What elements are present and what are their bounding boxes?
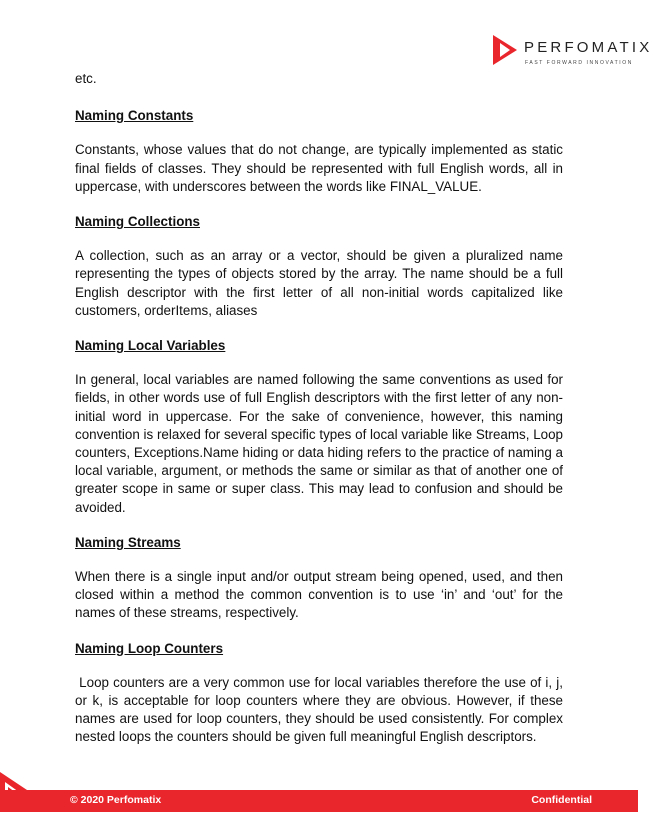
footer-confidential-label: Confidential: [531, 794, 592, 806]
section-body-naming-loop-counters: Loop counters are a very common use for local variables therefore the use of i, j, or k, is acceptable for loop counters where they are obvious. However, if these names are used for loop counters, they should be used consistently. For complex nested loops the counters should be given full meaningful English descriptors.: [75, 674, 567, 745]
section-heading-naming-streams: Naming Streams: [75, 534, 181, 550]
section-body-naming-local-variables: In general, local variables are named following the same conventions as used for fields, in other words use of full English descriptors with the first letter of any non-initial word in uppercase. For the sake of convenience, however, this naming convention is relaxed for several specific types of local variable like Streams, Loop counters, Exceptions.Name hiding or data hiding refers to the practice of naming a local variable, argument, or methods the same or similar as that of another one of greater scope in same or super class. This may lead to confusion and should be avoided.: [75, 372, 563, 515]
section-heading-naming-local-variables: Naming Local Variables: [75, 338, 226, 354]
page-footer: [0, 790, 638, 812]
section-heading-naming-collections: Naming Collections: [75, 214, 200, 230]
section-body-naming-collections: A collection, such as an array or a vector, should be given a pluralized name representing the types of objects stored by the array. The name should be a full English descriptor with the first letter of all non-initial words capitalized like customers, orderItems, aliases: [75, 248, 563, 318]
perfomatix-logo-icon: [491, 33, 521, 67]
section-body-naming-streams: When there is a single input and/or output stream being opened, used, and then closed within a method the common convention is to use ‘in’ and ‘out’ for the names of these streams, respectively.: [75, 569, 563, 621]
brand-logo: [491, 33, 652, 73]
intro-text: etc.: [75, 71, 97, 86]
section-heading-naming-constants: Naming Constants: [75, 108, 194, 124]
document-body: [75, 70, 567, 747]
logo-name: PERFOMATIX: [524, 39, 652, 56]
section-heading-naming-loop-counters: Naming Loop Counters: [75, 640, 224, 656]
logo-tagline: FAST FORWARD INNOVATION: [525, 60, 633, 66]
section-body-naming-constants: Constants, whose values that do not change, are typically implemented as static final fields of classes. They should be represented with full English words, all in uppercase, with underscores between the words like FINAL_VALUE.: [75, 142, 563, 194]
footer-copyright: © 2020 Perfomatix: [70, 794, 162, 806]
